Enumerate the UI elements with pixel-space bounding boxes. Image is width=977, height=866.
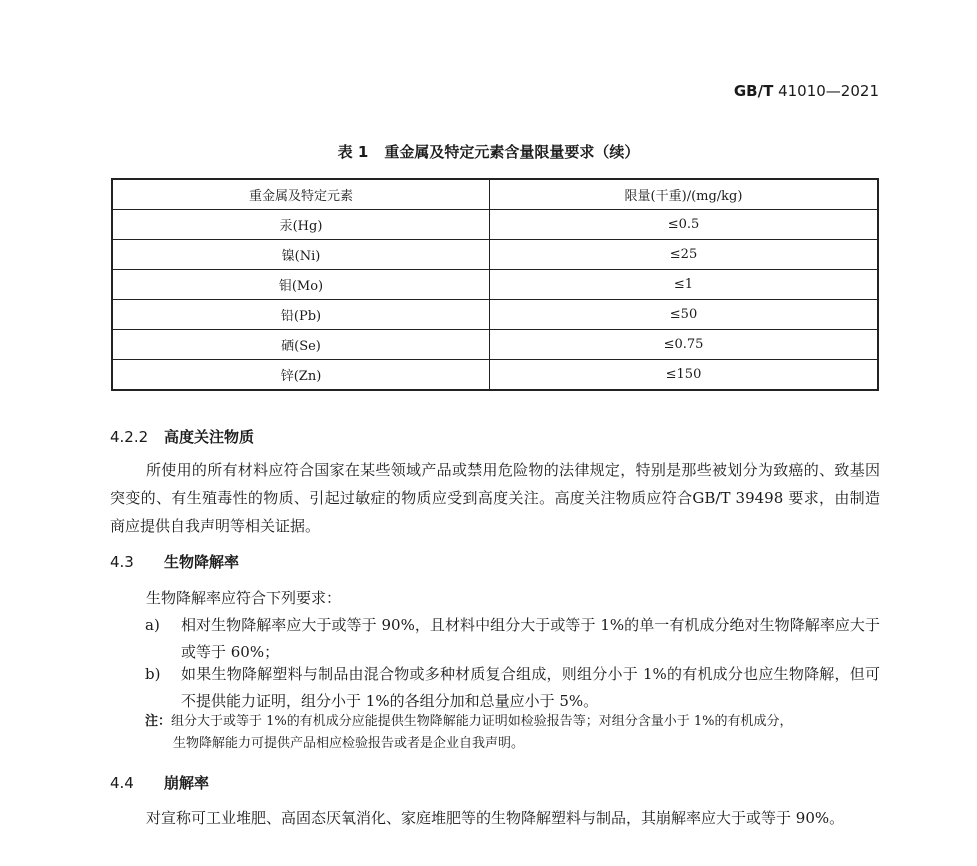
limit-cell: ≤0.75 bbox=[490, 330, 879, 360]
list-item-mark: a) bbox=[145, 616, 160, 634]
table-row bbox=[112, 240, 878, 270]
section-heading-4-4 bbox=[110, 772, 209, 793]
section-intro-4-3: 生物降解率应符合下列要求： bbox=[146, 589, 342, 607]
list-item-text: 相对生物降解率应大于或等于 90%，且材料中组分大于或等于 1%的单一有机成分绝对生物降解率应大于或等于 60%； bbox=[181, 616, 880, 661]
table-caption-title: 重金属及特定元素含量限量要求（续） bbox=[384, 143, 640, 161]
note bbox=[145, 711, 880, 755]
table-row bbox=[112, 300, 878, 330]
column-header-element: 重金属及特定元素 bbox=[112, 179, 490, 210]
note-text-line2: 生物降解能力可提供产品相应检验报告或者是企业自我声明。 bbox=[173, 736, 525, 751]
standard-prefix: GB/T bbox=[733, 82, 774, 100]
section-heading-4-2-2 bbox=[110, 426, 254, 447]
column-header-limit: 限量(干重)/(mg/kg) bbox=[490, 179, 879, 210]
limit-cell: ≤50 bbox=[490, 300, 879, 330]
limit-cell: ≤150 bbox=[490, 360, 879, 391]
table-row bbox=[112, 270, 878, 300]
section-paragraph-4-4: 对宣称可工业堆肥、高固态厌氧消化、家庭堆肥等的生物降解塑料与制品，其崩解率应大于或等于 90%。 bbox=[146, 809, 845, 827]
standard-number: 41010—2021 bbox=[778, 82, 879, 100]
section-heading-4-3 bbox=[110, 551, 239, 572]
section-title: 生物降解率 bbox=[164, 553, 240, 571]
table-row bbox=[112, 210, 878, 240]
element-cell: 钼(Mo) bbox=[112, 270, 490, 300]
section-number: 4.3 bbox=[110, 553, 134, 571]
note-text-line1: 组分大于或等于 1%的有机成分应能提供生物降解能力证明如检验报告等；对组分含量小于 1%的有机成分， bbox=[171, 714, 793, 729]
list-item bbox=[145, 661, 880, 715]
limit-cell: ≤0.5 bbox=[490, 210, 879, 240]
section-title: 崩解率 bbox=[164, 774, 210, 792]
section-paragraph-4-2-2: 所使用的所有材料应符合国家在某些领域产品或禁用危险物的法律规定，特别是那些被划分为致癌的、致基因突变的、有生殖毒性的物质、引起过敏症的物质应受到高度关注。高度关注物质应符合GB/T 39498 要求，由制造商应提供自我声明等相关证据。 bbox=[110, 461, 880, 535]
table-row bbox=[112, 330, 878, 360]
element-cell: 镍(Ni) bbox=[112, 240, 490, 270]
note-label: 注： bbox=[145, 714, 172, 729]
section-title: 高度关注物质 bbox=[164, 428, 255, 446]
section-number: 4.4 bbox=[110, 774, 134, 792]
standard-code bbox=[734, 82, 879, 100]
list-item-text: 如果生物降解塑料与制品由混合物或多种材质复合组成，则组分小于 1%的有机成分也应生物降解，但可不提供能力证明，组分小于 1%的各组分加和总量应小于 5%。 bbox=[181, 665, 880, 710]
element-cell: 汞(Hg) bbox=[112, 210, 490, 240]
list-item bbox=[145, 612, 880, 666]
limit-cell: ≤1 bbox=[490, 270, 879, 300]
limit-cell: ≤25 bbox=[490, 240, 879, 270]
limits-table bbox=[111, 178, 879, 391]
table-caption bbox=[0, 141, 977, 162]
table-header-row bbox=[112, 179, 878, 210]
section-number: 4.2.2 bbox=[110, 428, 149, 446]
element-cell: 锌(Zn) bbox=[112, 360, 490, 391]
element-cell: 硒(Se) bbox=[112, 330, 490, 360]
table-caption-number: 表 1 bbox=[337, 143, 369, 161]
list-item-mark: b) bbox=[145, 665, 161, 683]
element-cell: 铅(Pb) bbox=[112, 300, 490, 330]
table-row bbox=[112, 360, 878, 391]
